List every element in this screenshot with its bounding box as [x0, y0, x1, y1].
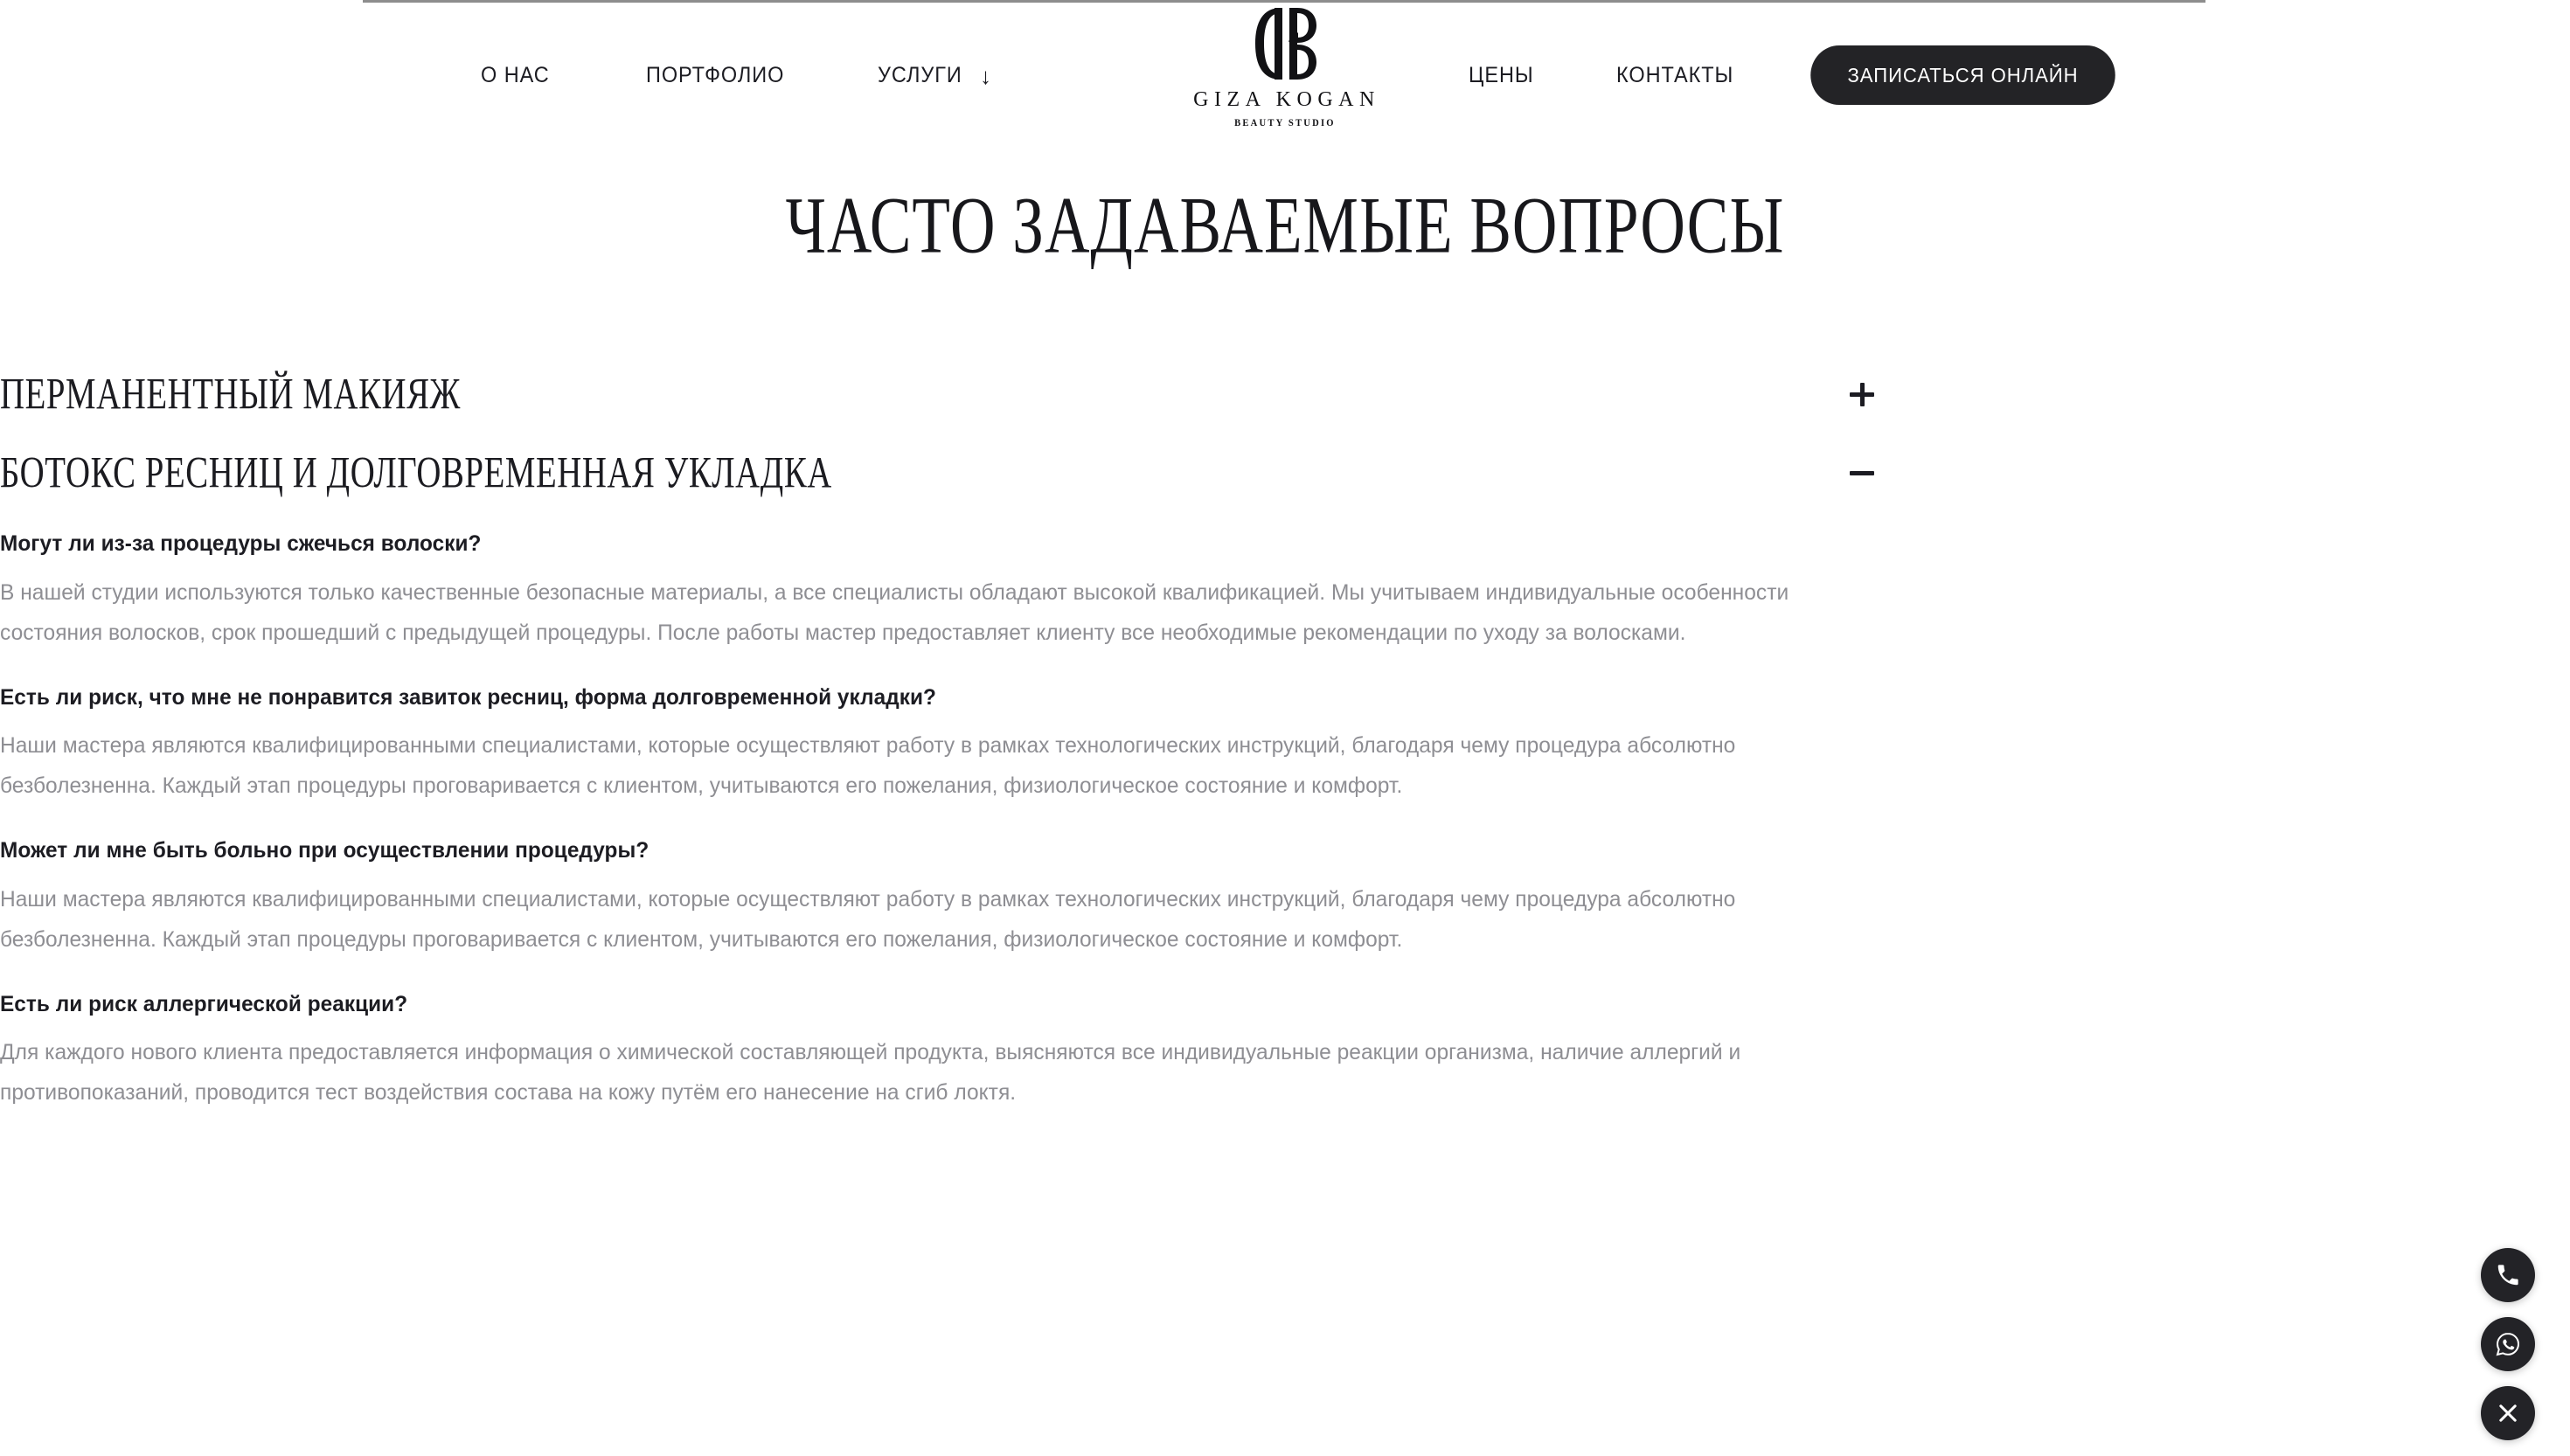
- qa-answer: Наши мастера являются квалифицированными специалистами, которые осуществляют работу в рамках технологических инструкций, благодаря чему процедура абсолютно безболезненна. Каждый этап процедуры проговаривается с клиентом, учитываются его пожелания, физиологическое состояние и комфорт.: [0, 886, 1736, 952]
- phone-button[interactable]: [2481, 1248, 2535, 1302]
- minus-icon[interactable]: [1844, 455, 1879, 490]
- qa-answer: В нашей студии используются только качественные безопасные материалы, а все специалисты обладают высокой квалификацией. Мы учитываем индивидуальные особенности состояния волосков, срок прошедший с предыдущей процедуры. После работы мастер предоставляет клиенту все необходимые рекомендации по уходу за волосками.: [0, 579, 1789, 645]
- qa-question: Может ли мне быть больно при осуществлении процедуры?: [0, 838, 649, 863]
- qa-question: Есть ли риск аллергической реакции?: [0, 991, 408, 1016]
- plus-icon[interactable]: [1844, 377, 1879, 412]
- accordion-title: БОТОКС РЕСНИЦ И ДОЛГОВРЕМЕННАЯ УКЛАДКА: [0, 447, 832, 497]
- nav-link-services[interactable]: УСЛУГИ: [878, 62, 962, 87]
- site-header: [363, 3, 2205, 148]
- nav-link-prices[interactable]: ЦЕНЫ: [1469, 62, 1534, 87]
- nav-item-services[interactable]: [878, 63, 991, 88]
- whatsapp-button[interactable]: [2481, 1317, 2535, 1371]
- accordion-item-permanent-makeup: [0, 341, 1879, 447]
- close-icon: [2496, 1401, 2520, 1425]
- primary-nav-left: [481, 3, 991, 148]
- book-online-button[interactable]: ЗАПИСАТЬСЯ ОНЛАЙН: [1810, 45, 2115, 105]
- site-logo[interactable]: [1184, 6, 1385, 128]
- qa-answer: Наши мастера являются квалифицированными специалистами, которые осуществляют работу в рамках технологических инструкций, благодаря чему процедура абсолютно безболезненна. Каждый этап процедуры проговаривается с клиентом, учитываются его пожелания, физиологическое состояние и комфорт.: [0, 733, 1736, 798]
- qa-answer: Для каждого нового клиента предоставляется информация о химической составляющей продукта, выясняются все индивидуальные реакции организма, наличие аллергий и противопоказаний, проводится тест воздействия состава на кожу путём его нанесение на сгиб локтя.: [0, 1040, 1741, 1105]
- nav-item-prices[interactable]: [1469, 63, 1538, 88]
- phone-icon: [2495, 1262, 2521, 1288]
- qa-question: Есть ли риск, что мне не понравится завиток ресниц, форма долговременной укладки?: [0, 684, 936, 710]
- gk-monogram-icon: [1247, 6, 1321, 81]
- primary-nav-right: [1469, 3, 2122, 148]
- qa-block: [0, 990, 1879, 1113]
- whatsapp-icon: [2494, 1330, 2522, 1358]
- nav-link-about[interactable]: О НАС: [481, 62, 550, 87]
- accordion-header-permanent-makeup[interactable]: [0, 341, 1879, 447]
- nav-item-contacts[interactable]: [1616, 63, 1741, 88]
- accordion-title: ПЕРМАНЕНТНЫЙ МАКИЯЖ: [0, 369, 461, 419]
- qa-block: [0, 836, 1879, 960]
- close-button[interactable]: [2481, 1386, 2535, 1440]
- faq-accordion: [0, 341, 1879, 1113]
- qa-block: [0, 530, 1879, 653]
- page-title: ЧАСТО ЗАДАВАЕМЫЕ ВОПРОСЫ: [785, 180, 1785, 270]
- logo-brand-name: GIZA KOGAN: [1193, 88, 1380, 111]
- qa-block: [0, 683, 1879, 807]
- accordion-panel-lash-botox: [0, 498, 1879, 1113]
- logo-tagline: BEAUTY STUDIO: [1234, 118, 1336, 128]
- nav-item-about[interactable]: [481, 63, 554, 88]
- nav-item-portfolio[interactable]: [646, 63, 793, 88]
- qa-question: Могут ли из-за процедуры сжечься волоски?: [0, 531, 482, 556]
- accordion-item-lash-botox: [0, 447, 1879, 1113]
- floating-action-stack: [2481, 1248, 2535, 1440]
- nav-link-contacts[interactable]: КОНТАКТЫ: [1616, 62, 1734, 87]
- arrow-down-icon[interactable]: ↓: [979, 63, 991, 89]
- nav-link-portfolio[interactable]: ПОРТФОЛИО: [645, 62, 784, 87]
- accordion-header-lash-botox[interactable]: [0, 447, 1879, 498]
